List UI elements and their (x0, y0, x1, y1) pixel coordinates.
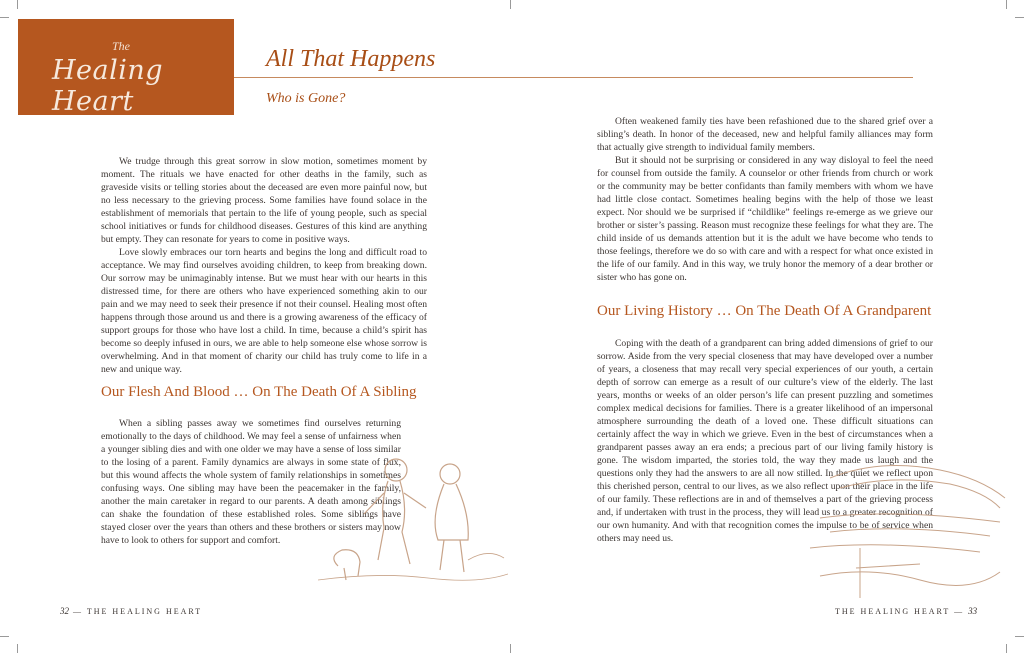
seaside-sketch-illustration (800, 448, 1010, 600)
left-running-title: — THE HEALING HEART (73, 607, 203, 616)
crop-mark (0, 17, 9, 18)
right-paragraph-1: Often weakened family ties have been refashioned due to the shared grief over a sibling’s death. In honor of the deceased, new and helpful family alliances may form that actually give strength to individual family members. (597, 116, 933, 153)
crop-mark (17, 644, 18, 653)
right-column-top (597, 115, 933, 284)
left-section-heading: Our Flesh And Blood … On The Death Of A Sibling (101, 384, 417, 400)
crop-mark (1006, 644, 1007, 653)
left-paragraph-3: When a sibling passes away we sometimes find ourselves returning emotionally to the days of childhood. We may feel a sense of unfairness when a younger sibling dies and with one older we may have a sense of loss similar to the losing of a parent. Family dynamics are always in some state of flux, but this wound affects the whole system of family relationships in sometimes confusing ways. One sibling may have been the peacemaker in the family, another the main caretaker in regard to our parents. A death among siblings can shake the foundation of these established roles. Some siblings have stayed closer over the years than others and these brothers or sisters may now have to look to others for support and comfort. (101, 418, 401, 546)
header-rule (234, 77, 913, 78)
article-title: All That Happens (266, 46, 436, 72)
right-paragraph-2: But it should not be surprising or considered in any way disloyal to feel the need for counsel from outside the family. A counselor or other friends from church or work or the community may be better confidants than family members with whom we have had little close contact. Sometimes healing begins with the help of those we least expect. Nor should we be surprised if “childlike” feelings re-emerge as we grieve our brother or sister’s passing. Reason must recognize these feelings for what they are. The child inside of us demands attention but it is the adult we have become who tends to those feelings, therefore we do so with care and with a respect for what once existed in the life of our family. And in this way, we truly honor the memory of a dear brother or sister who has gone on. (597, 155, 933, 283)
crop-mark (1006, 0, 1007, 9)
left-paragraph-2: Love slowly embraces our torn hearts and begins the long and difficult road to acceptance. We may find ourselves avoiding children, to keep from breaking down. Our sorrow may be unimaginably intense. But we must hear with our hearts in this distressed time, for there are others who have experienced something akin to our pain and we may need to seek their presence if not their counsel. Healing most often happens through those around us and there is a growing awareness of the efficacy of support groups for those who have lost a child. In time, because a child’s spirit has become so deeply infused in ours, we are able to help someone else whose sorrow is overwhelming. And in that moment of charity our child has truly come to life in a new and unique way. (101, 247, 427, 375)
logo-the: The (112, 39, 130, 53)
crop-mark (510, 0, 511, 9)
children-sketch-illustration (318, 448, 508, 588)
article-subtitle: Who is Gone? (266, 91, 346, 106)
logo-name: Healing Heart (52, 55, 164, 117)
crop-mark (510, 644, 511, 653)
right-page-number: 33 (968, 606, 978, 616)
right-section-heading: Our Living History … On The Death Of A Grandparent (597, 303, 932, 319)
crop-mark (0, 636, 9, 637)
right-running-title: THE HEALING HEART — (835, 607, 965, 616)
crop-mark (17, 0, 18, 9)
left-page-number: 32 (60, 606, 69, 616)
crop-mark (1015, 17, 1024, 18)
logo-box (18, 19, 234, 115)
right-footer (835, 606, 977, 616)
left-footer (60, 606, 202, 616)
right-paragraph-3: Coping with the death of a grandparent can bring added dimensions of grief to our sorrow. Aside from the very special closeness that may have developed over a number of years, a closeness that may recall very special experiences of our youth, a certain depth of sorrow can emerge as a result of our culture’s view of the elderly. The last years, months or weeks of an older person’s life can present puzzling and sometimes complex medical decisions for families. There is a greater likelihood of an impersonal atmosphere surrounding the death of a loved one. These difficult situations can certainly affect the way in which we grieve. Even in the best of circumstances when a grandparent passes away an era ends; a precious part of our living family history is gone. The wisdom imparted, the stories told, the way they made us laugh and the questions only they had the answers to are all now stilled. In the quiet we reflect upon this cherished person, central to our lives, as we also reflect upon their place in the life of our family. These reflections are in and of themselves a part of the grieving process and, if undertaken with trust in the process, they will lead us to a greater recognition of our own humanity. And with that recognition comes the impulse to be of service when others may need us. (597, 338, 933, 544)
left-column-top (101, 155, 427, 376)
crop-mark (1015, 636, 1024, 637)
left-paragraph-1: We trudge through this great sorrow in slow motion, sometimes moment by moment. The rituals we have enacted for other deaths in the family, such as graveside visits or telling stories about the deceased are even more painful now, but no less necessary to the grieving process. Some families have found solace in the establishment of memorials that pertain to the life of young people, such as special school initiatives or funds for childhood diseases. Gestures of this kind are anything but empty. They can resonate for years to come in positive ways. (101, 156, 427, 245)
